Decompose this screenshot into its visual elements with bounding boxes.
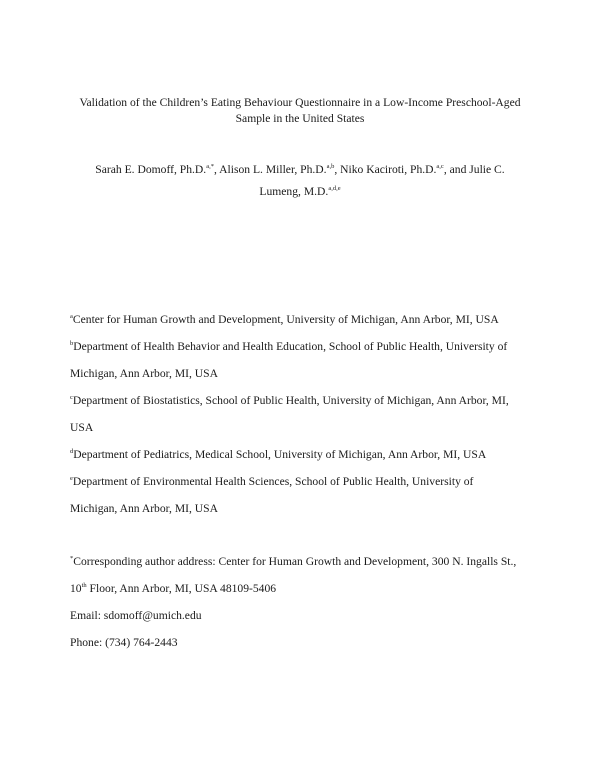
author-affiliation-marker: a,*	[206, 163, 214, 170]
affiliation-e	[70, 468, 530, 495]
corresponding-marker: *	[70, 555, 74, 562]
author-separator: ,	[334, 163, 341, 176]
author-name: Lumeng, M.D.	[259, 185, 329, 198]
affiliation-c	[70, 387, 530, 414]
email-line: Email: sdomoff@umich.edu	[70, 609, 202, 622]
affiliation-marker: e	[70, 475, 73, 482]
affiliation-text: Department of Biostatistics, School of Public Health, University of Michigan, Ann Arbor, MI,	[72, 394, 509, 407]
affiliation-text: Department of Health Behavior and Health Education, School of Public Health, University of	[73, 340, 508, 353]
phone-line: Phone: (734) 764-2443	[70, 636, 178, 649]
author-line-1	[60, 159, 540, 181]
author-name: Niko Kaciroti, Ph.D.	[340, 163, 437, 176]
author-name: Alison L. Miller, Ph.D.	[219, 163, 327, 176]
affiliation-list	[70, 306, 530, 522]
corresponding-address-text: Corresponding author address: Center for Human Growth and Development, 300 N. Ingalls St.,	[73, 555, 517, 568]
affiliation-c-continued: USA	[70, 421, 94, 434]
affiliation-a	[70, 306, 530, 333]
title-line-1: Validation of the Children’s Eating Behaviour Questionnaire in a Low-Income Preschool-Aged	[79, 96, 521, 109]
affiliation-marker: c	[70, 394, 73, 401]
paper-title	[60, 95, 540, 127]
corresponding-address-line-2	[70, 575, 530, 602]
address-continued: Floor, Ann Arbor, MI, USA 48109-5406	[86, 582, 277, 595]
affiliation-marker: d	[70, 448, 74, 455]
author-affiliation-marker: a,c	[436, 163, 444, 170]
author-name: Sarah E. Domoff, Ph.D.	[95, 163, 207, 176]
corresponding-address-line-1	[70, 548, 530, 575]
author-separator: ,	[213, 163, 220, 176]
affiliation-marker: b	[70, 340, 74, 347]
author-list	[60, 159, 540, 203]
affiliation-e-continued: Michigan, Ann Arbor, MI, USA	[70, 502, 218, 515]
floor-ordinal: th	[81, 582, 87, 589]
corresponding-author-block	[70, 548, 530, 656]
author-affiliation-marker: a,d,e	[328, 185, 341, 192]
author-affiliation-marker: a,b	[326, 163, 335, 170]
affiliation-b-continued: Michigan, Ann Arbor, MI, USA	[70, 367, 218, 380]
title-line-2: Sample in the United States	[235, 112, 365, 125]
affiliation-text: Department of Pediatrics, Medical School, University of Michigan, Ann Arbor, MI, USA	[73, 448, 487, 461]
floor-number: 10	[70, 582, 82, 595]
author-separator: , and Julie C.	[443, 163, 505, 176]
affiliation-b	[70, 333, 530, 360]
affiliation-text: Center for Human Growth and Development, University of Michigan, Ann Arbor, MI, USA	[72, 313, 499, 326]
author-line-2	[60, 181, 540, 203]
affiliation-marker: a	[70, 313, 73, 320]
affiliation-text: Department of Environmental Health Sciences, School of Public Health, University of	[72, 475, 474, 488]
affiliation-d	[70, 441, 530, 468]
